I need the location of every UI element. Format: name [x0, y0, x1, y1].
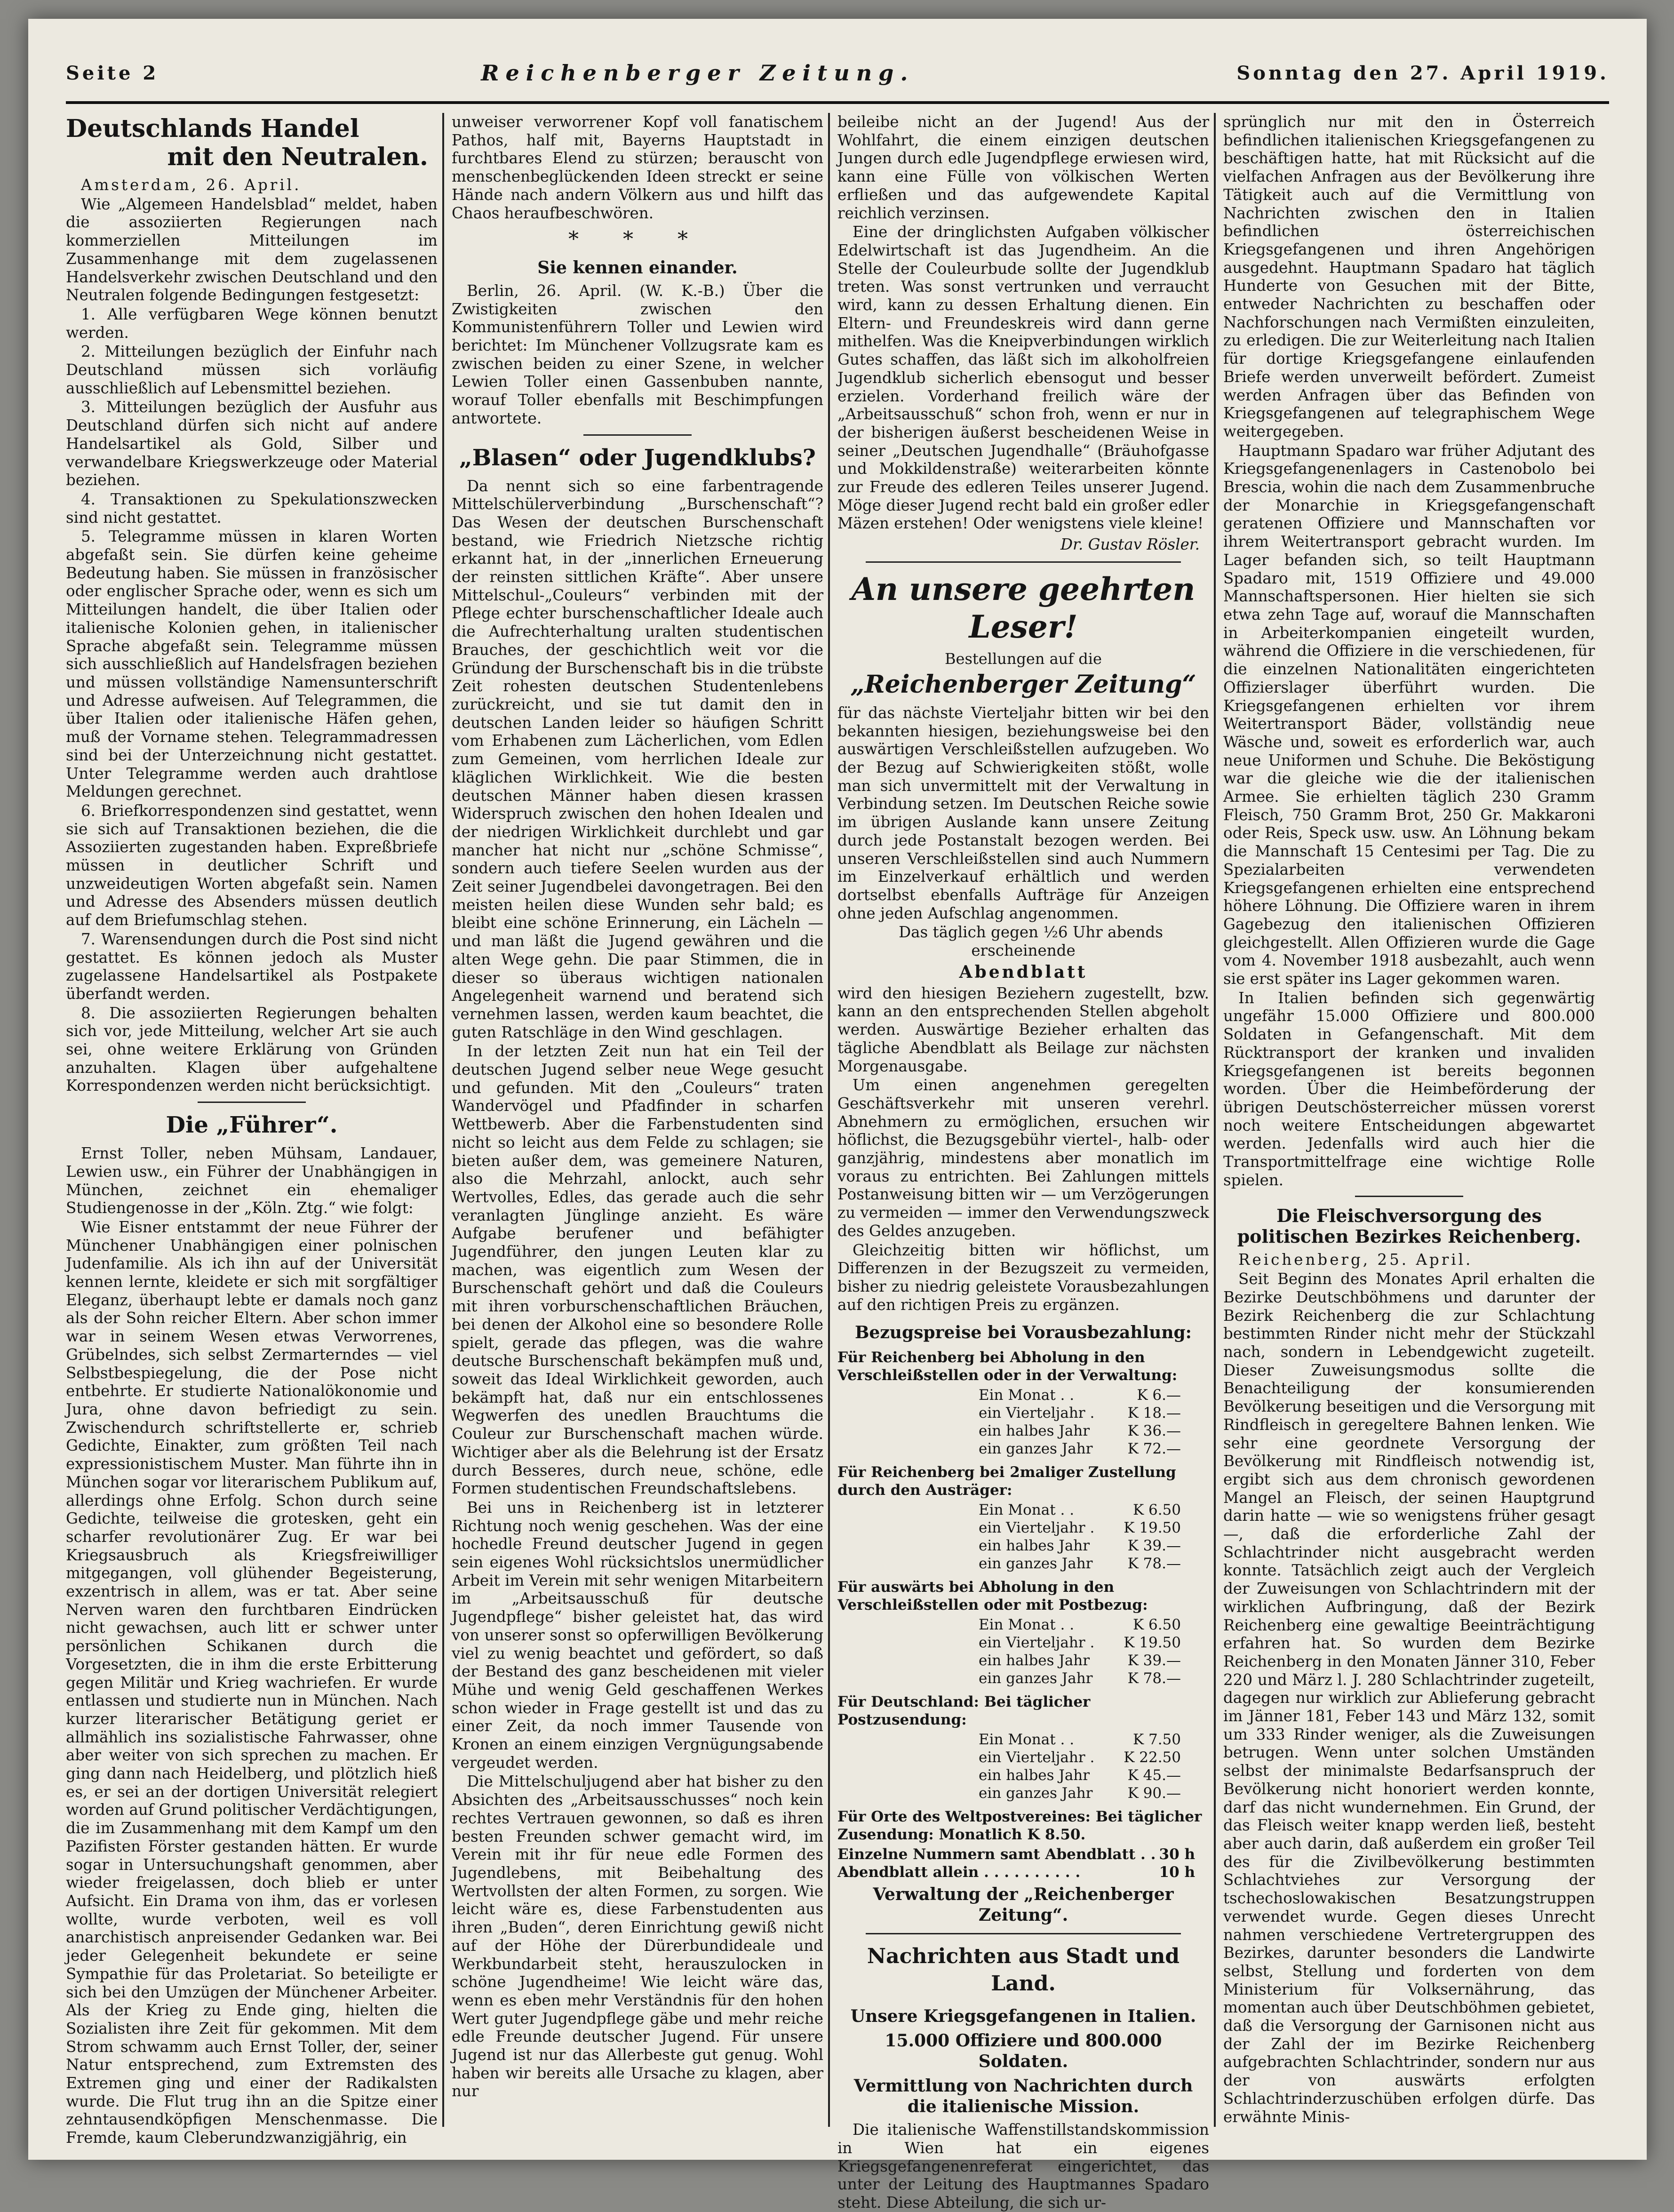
column-3 — [837, 113, 1209, 2212]
paragraph: In der letzten Zeit nun hat ein Teil der deutschen Jugend selber neue Wege gesucht und gefunden. Mit den „Couleurs“ traten Wandervögel und Pfadfinder in scharfen Wettbewerb. Aber die Farbenstudenten sind nicht so leicht aus dem Felde zu schlagen; sie bieten außer dem, was gemeinere Naturen, also die Mehrzahl, anlockt, auch sehr Wertvolles, Edles, das gerade auch die sehr veranlagten Jünglinge anzieht. Es wäre Aufgabe berufener und befähigter Jugendführer, den jungen Leuten klar zu machen, was eigentlich zum Wesen der Burschenschaft gehört und daß die Couleurs mit ihren vorburschenschaftlichen Bräuchen, bei denen der Alkohol eine so besondere Rolle spielt, gerade das pflegen, was die wahre deutsche Burschenschaft bekämpfen muß und, soweit das Ideal Wirklichkeit geworden, auch bekämpft hat, daß nur ein entschlossenes Wegwerfen des unedlen Brauchtums die Couleur zur Burschenschaft machen würde. Wichtiger aber als die Belehrung ist der Ersatz durch Besseres, durch neue, schöne, edle Formen studentischen Freundschaftslebens. — [452, 1042, 823, 1498]
header-rule — [66, 101, 1609, 104]
paragraph: Das täglich gegen ½6 Uhr abends erscheinende — [899, 923, 1163, 960]
dateline: Reichenberg, 25. April. — [1238, 1251, 1473, 1269]
divider — [583, 434, 692, 436]
price-value: K 78.— — [1127, 1670, 1181, 1687]
column-rule — [1214, 113, 1216, 2127]
masthead: Reichenberger Zeitung. — [481, 60, 915, 86]
section-subtitle: Sie kennen einander. — [537, 257, 738, 278]
paragraph: beileibe nicht an der Jugend! Aus der Wohlfahrt, die einem einzigen deutschen Jungen durch edle Jugendpflege erwiesen wird, kann eine Fülle von völkischen Werten erfließen und das aufgewendete Kapital reichlich verzinsen. — [837, 113, 1209, 222]
price-row — [837, 1440, 1209, 1458]
price-value: 10 h — [1159, 1864, 1195, 1881]
paragraph: 2. Mitteilungen bezüglich der Einfuhr nach Deutschland müssen sich vorläufig ausschließlich auf Lebensmittel beziehen. — [66, 343, 438, 397]
notice-title: An unsere geehrten Leser! — [851, 570, 1196, 645]
price-value: K 39.— — [1127, 1537, 1181, 1555]
issue-date: Sonntag den 27. April 1919. — [1236, 62, 1609, 84]
paragraph: Eine der dringlichsten Aufgaben völkischer Edelwirtschaft ist das Jugendheim. An die Stelle der Couleurbude sollte der Jugendklub treten. Was sonst vertrunken und verraucht wird, kann zu dessen Erhaltung dienen. Ein Eltern- und Freundeskreis wird dann gerne mithelfen. Was die Kneipverbindungen wirklich Gutes schaffen, das läßt sich im alkoholfreien Jugendklub sicherlich ebensogut und besser erzielen. Vorderhand freilich wäre der „Arbeitsausschuß“ schon froh, wenn er nur in der bisherigen äußerst bescheidenen Weise in seiner „Deutschen Jugendhalle“ (Bräuhofgasse und Mokkildenstraße) weiterarbeiten könnte zur Freude des edleren Teiles unserer Jugend. Möge dieser Jugend recht bald ein großer edler Mäzen erstehen! Oder wenigstens viele kleine! — [837, 223, 1209, 533]
separator-stars: * * * — [568, 227, 707, 252]
paragraph: 7. Warensendungen durch die Post sind nicht gestattet. Es können jedoch als Muster zugelassene Handelsartikel als Postpakete überfandt werden. — [66, 930, 438, 1003]
price-row — [837, 1616, 1209, 1634]
price-value: K 6.— — [1137, 1387, 1181, 1404]
column-rule — [828, 113, 830, 2127]
article-title: mit den Neutralen. — [167, 143, 428, 171]
paragraph: In Italien befinden sich gegenwärtig ungefähr 15.000 Offiziere und 800.000 Soldaten in Gefangenschaft. Mit dem Rücktransport der kranken und invaliden Kriegsgefangenen ist bereits begonnen worden. Über die Heimbeförderung der übrigen Deutschösterreicher müssen vorerst noch weitere Entscheidungen abgewartet werden. Jedenfalls wird auch hier die Transportmittelfrage eine wichtige Rolle spielen. — [1223, 989, 1595, 1189]
article-title: Die Fleischversorgung des politischen Bezirkes Reichenberg. — [1237, 1205, 1581, 1247]
price-row — [837, 1555, 1209, 1573]
price-value: K 6.50 — [1132, 1501, 1181, 1519]
divider — [1355, 1196, 1463, 1197]
paragraph: Die Mittelschuljugend aber hat bisher zu den Absichten des „Arbeitsausschusses“ noch kein rechtes Vertrauen gewonnen, so daß es ihren besten Freunden schwer gemacht wird, im Verein mit ihr für neue edle Formen des Jugendlebens, mit Beibehaltung des Wertvollsten der alten Formen, zu sorgen. Wie leicht wäre es, diese Farbenstudenten aus ihren „Buden“, deren Einrichtung gewiß nicht auf der Höhe der Dürerbundideale und Werkbundarbeit steht, herauszulocken in schöne Jugendheime! Wie leicht wäre das, wenn es eben mehr Verständnis für den hohen Wert guter Jugendpflege gäbe und mehr reiche edle Freunde deutscher Jugend. Für unsere Jugend ist nur das Allerbeste gut genug. Wohl haben wir bereits alle Ursache zu klagen, aber nur — [452, 1773, 823, 2100]
price-value: K 36.— — [1127, 1422, 1181, 1440]
price-row — [837, 1634, 1209, 1652]
price-value: K 90.— — [1127, 1785, 1181, 1802]
price-row — [837, 1784, 1209, 1802]
price-value: K 72.— — [1127, 1440, 1181, 1458]
price-group-head: Für Reichenberg bei 2maliger Zustellung durch den Austräger: — [837, 1464, 1176, 1499]
page-number: Seite 2 — [66, 62, 159, 84]
column-4 — [1223, 113, 1595, 2136]
price-value: K 78.— — [1127, 1555, 1181, 1573]
price-label: ein ganzes Jahr — [979, 1440, 1093, 1458]
prices-title: Bezugspreise bei Vorausbezahlung: — [855, 1323, 1192, 1343]
price-row — [837, 1766, 1209, 1784]
divider — [198, 1102, 306, 1103]
paragraph: Hauptmann Spadaro war früher Adjutant des Kriegsgefangenenlagers in Castenobolo bei Brescia, wohin die nach dem Zusammenbruche der Monarchie in Kriegsgefangenschaft geratenen Offiziere und Mannschaften vor ihrem Weitertransport gebracht wurden. Im Lager befanden sich, so teilt Hauptmann Spadaro mit, 1519 Offiziere und 49.000 Mannschaftspersonen. Hier hielten sie sich etwa zehn Tage auf, worauf die Mannschaften in Arbeiterkompanien eingeteilt wurden, während die Offiziere in die verschiedenen, für die einzelnen Nationalitäten eingerichteten Offizierslager überführt wurden. Die Kriegsgefangenen erhielten vor ihrem Weitertransport Bäder, vollständig neue Wäsche und, soweit es erforderlich war, auch neue Uniformen und Schuhe. Die Beköstigung war die gleiche wie die der italienischen Armee. Sie erhielten täglich 230 Gramm Fleisch, 750 Gramm Brot, 250 Gr. Makkaroni oder Reis, Speck usw. usw. An Löhnung bekam die Mannschaft 15 Centesimi per Tag. Die zu Spezialarbeiten verwendeten Kriegsgefangenen erhielten eine entsprechend höhere Löhnung. Die Offiziere waren in ihrem Gagebezug den italienischen Offizieren gleichgestellt. Allen Offizieren wurde die Gage vom 4. November 1918 ausbezahlt, auch wenn sie erst später ins Lager gekommen waren. — [1223, 441, 1595, 988]
paragraph: 6. Briefkorrespondenzen sind gestattet, wenn sie sich auf Transaktionen beziehen, die die Assoziierten zugestanden haben. Expreßbriefe müssen in deutlicher Schrift und unzweideutigen Worten abgefaßt sein. Namen und Adresse des Absenders müssen deutlich auf dem Briefumschlag stehen. — [66, 801, 438, 929]
section-title: Nachrichten aus Stadt und Land. — [867, 1944, 1180, 1996]
price-row — [837, 1863, 1209, 1881]
price-label: Einzelne Nummern samt Abendblatt . . — [837, 1846, 1156, 1863]
price-label: ein Vierteljahr . — [979, 1749, 1095, 1766]
price-table — [837, 1349, 1209, 1881]
page-header — [66, 47, 1609, 99]
price-label: ein halbes Jahr — [979, 1537, 1090, 1555]
price-label: ein Vierteljahr . — [979, 1405, 1095, 1422]
paragraph: wird den hiesigen Beziehern zugestellt, bzw. kann an den entsprechenden Stellen abgeholt werden. Auswärtige Bezieher erhalten das tägliche Abendblatt als Beilage zur nächsten Morgenausgabe. — [837, 984, 1209, 1075]
article-title: „Blasen“ oder Jugendklubs? — [459, 444, 816, 471]
notice-paper-name: „Reichenberger Zeitung“ — [850, 670, 1196, 699]
price-value: K 19.50 — [1124, 1519, 1181, 1537]
price-label: ein ganzes Jahr — [979, 1670, 1093, 1687]
paragraph: Ernst Toller, neben Mühsam, Landauer, Lewien usw., ein Führer der Unabhängigen in München, zeichnet ein ehemaliger Studiengenosse in der „Köln. Ztg.“ wie folgt: — [66, 1144, 438, 1217]
column-2 — [452, 113, 823, 2136]
price-label: ein halbes Jahr — [979, 1767, 1090, 1784]
notice-signature: Verwaltung der „Reichenberger Zeitung“. — [873, 1885, 1174, 1925]
price-row — [837, 1749, 1209, 1766]
price-group-head: Für Deutschland: Bei täglicher Postzusendung: — [837, 1693, 1091, 1729]
paragraph: Seit Beginn des Monates April erhalten die Bezirke Deutschböhmens und darunter der Bezirk Reichenberg die zur Schlachtung bestimmten Rinder nicht mehr der Stückzahl nach, sondern in Lebendgewicht zugeteilt. Dieser Zuweisungsmodus sollte die Benachteiligung der konsumierenden Bevölkerung beseitigen und die Versorgung mit Rindfleisch in geregeltere Bahnen lenken. Wie sehr eine geordnete Versorgung der Bevölkerung mit Rindfleisch notwendig ist, ergibt sich aus dem chronisch gewordenen Mangel an Fleisch, der seinen Hauptgrund darin hatte — wie so wenigstens früher gesagt —, daß die erforderliche Zahl der Schlachtrinder nicht ausgebracht werden konnte. Tatsächlich zeigt auch der Vergleich der Zuweisungen von Schlachtrindern mit der wirklichen Aufbringung, daß der Bezirk Reichenberg eine gewaltige Beeinträchtigung erfahren hat. So wurden dem Bezirke Reichenberg in den Monaten Jänner 310, Feber 220 und März l. J. 280 Schlachtrinder zugeteilt, dagegen nur wirklich zur Ablieferung gebracht im Jänner 181, Feber 143 und März 132, somit um 333 Rinder weniger, als die Zuweisungen betrugen. Wenn unter solchen Umständen selbst der minimalste Bedarfsanspruch der Bevölkerung nicht honoriert werden konnte, darf das nicht wundernehmen. Ein Grund, der das Fleisch weiter knapp werden ließ, besteht aber auch darin, daß außerdem ein großer Teil des für die Zivilbevölkerung bestimmten Schlachtviehes zur Versorgung der tschechoslowakischen Besatzungstruppen verwendet wurde. Gegen dieses Unrecht nahmen verschiedene Vertretergruppen des Bezirkes, darunter besonders die Landwirte selbst, Stellung und forderten von dem Ministerium für Volksernährung, das momentan auch über Deutschböhmen gebietet, daß die Versorgung der Garnisonen nicht aus der Zahl der im Bezirke Reichenberg aufgebrachten Schlachtrinder, sondern nur aus der von auswärts erfolgten Schlachtrinderzuschüben erfolgen dürfe. Das erwähnte Minis- — [1223, 1270, 1595, 2126]
divider — [866, 1933, 1181, 1934]
price-value: K 19.50 — [1124, 1634, 1181, 1652]
price-value: K 7.50 — [1132, 1731, 1181, 1749]
price-row — [837, 1519, 1209, 1537]
paragraph: Die italienische Waffenstillstandskommission in Wien hat ein eigenes Kriegsgefangenenreferat eingerichtet, das unter der Leitung des Hauptmannes Spadaro steht. Diese Abteilung, die sich ur- — [837, 2121, 1209, 2212]
price-group-head: Für Reichenberg bei Abholung in den Verschleißstellen oder in der Verwaltung: — [837, 1349, 1178, 1384]
weltpost-price: Für Orte des Weltpostvereines: Bei täglicher Zusendung: Monatlich K 8.50. — [837, 1808, 1202, 1844]
price-value: K 6.50 — [1132, 1616, 1181, 1634]
price-row — [837, 1845, 1209, 1863]
price-row — [837, 1669, 1209, 1687]
paragraph: 3. Mitteilungen bezüglich der Ausfuhr aus Deutschland dürfen sich nicht auf andere Handelsartikel als Gold, Silber und verwandelbare Kriegswerkzeuge oder Material beziehen. — [66, 398, 438, 489]
abendblatt-heading: Abendblatt — [959, 962, 1088, 982]
divider — [866, 561, 1181, 563]
price-label: ein halbes Jahr — [979, 1652, 1090, 1669]
price-label: Abendblatt allein . . . . . . . . . . — [837, 1864, 1081, 1881]
article-subtitle: 15.000 Offiziere und 800.000 Soldaten. — [885, 2031, 1162, 2072]
price-value: 30 h — [1159, 1846, 1195, 1863]
price-label: ein Vierteljahr . — [979, 1634, 1095, 1652]
column-rule — [442, 113, 444, 2127]
price-row — [837, 1404, 1209, 1422]
price-row — [837, 1422, 1209, 1440]
paragraph: Bei uns in Reichenberg ist in letzterer Richtung noch wenig geschehen. Was der eine hochedle Freund deutscher Jugend in gegen sein eigenes Wohl rücksichtslos unermüdlicher Arbeit im Verein mit sehr wenigen Mitarbeitern im „Arbeitsausschuß für deutsche Jugendpflege“ bisher geleistet hat, das wird von unserer sonst so opferwilligen Bevölkerung viel zu wenig beachtet und gefördert, so daß der Bestand des ganz bescheidenen mit vieler Mühe und wenig Geld geschaffenen Werkes schon wieder in Frage gestellt ist und das zu einer Zeit, da noch immer Tausende von Kronen an einem einzigen Vergnügungsabende vergeudet werden. — [452, 1498, 823, 1772]
price-value: K 18.— — [1127, 1405, 1181, 1422]
newspaper-page — [28, 19, 1647, 2212]
price-row — [837, 1537, 1209, 1555]
price-label: Ein Monat . . — [979, 1387, 1075, 1404]
price-label: Ein Monat . . — [979, 1501, 1075, 1519]
article-title: Unsere Kriegsgefangenen in Italien. — [850, 2006, 1196, 2027]
paragraph: Berlin, 26. April. (W. K.-B.) Über die Zwistigkeiten zwischen den Kommunistenführern Toller und Lewien wird berichtet: Im Münchener Vollzugsrate kam es zwischen beiden zu einer Szene, in welcher Lewien Toller einen Gassenbuben nannte, worauf Toller ebenfalls mit Beschimpfungen antwortete. — [452, 281, 823, 427]
price-row — [837, 1501, 1209, 1519]
article-title: Die „Führer“. — [166, 1112, 338, 1139]
paragraph: sprünglich nur mit den in Österreich befindlichen italienischen Kriegsgefangenen zu beschäftigen hatte, hat mit Rücksicht auf die vielfachen Anfragen aus der Bevölkerung ihre Tätigkeit auch auf die Vermittlung von Nachrichten zwischen den in Italien befindlichen österreichischen Kriegsgefangenen und ihren Angehörigen ausgedehnt. Hauptmann Spadaro hat täglich Hunderte von Gesuchen mit der Bitte, entweder Nachrichten zu beschaffen oder Nachforschungen nach Vermißten einzuleiten, zu erledigen. Die zur Weiterleitung nach Italien für dortige Kriegsgefangene einlaufenden Briefe werden unverweilt befördert. Zumeist werden Anfragen über das Befinden von Kriegsgefangenen auf telegraphischem Wege weitergegeben. — [1223, 113, 1595, 440]
price-label: ein Vierteljahr . — [979, 1519, 1095, 1537]
dateline: Amsterdam, 26. April. — [81, 176, 302, 194]
article-subtitle: Vermittlung von Nachrichten durch die italienische Mission. — [853, 2076, 1193, 2117]
price-value: K 45.— — [1127, 1767, 1181, 1784]
paragraph: Wie „Algemeen Handelsblad“ meldet, haben die assoziierten Regierungen nach kommerziellen Mitteilungen im Zusammenhange mit dem zugelassenen Handelsverkehr zwischen Deutschland und den Neutralen folgende Bedingungen festgesetzt: — [66, 195, 438, 304]
paragraph: 8. Die assoziierten Regierungen behalten sich vor, jede Mitteilung, welcher Art sie auch sei, ohne weitere Erklärung von Gründen anzuhalten. Klagen über aufgehaltene Korrespondenzen werden nicht berücksichtigt. — [66, 1004, 438, 1095]
column-1 — [66, 113, 438, 2147]
price-row — [837, 1731, 1209, 1749]
price-label: Ein Monat . . — [979, 1616, 1075, 1634]
paragraph: Gleichzeitig bitten wir höflichst, um Differenzen in der Bezugszeit zu vermeiden, bisher zu niedrig geleistete Vorausbezahlungen auf den richtigen Preis zu ergänzen. — [837, 1241, 1209, 1314]
price-row — [837, 1652, 1209, 1669]
notice-subtitle: Bestellungen auf die — [945, 649, 1102, 668]
price-group-head: Für auswärts bei Abholung in den Verschleißstellen oder mit Postbezug: — [837, 1579, 1148, 1614]
single-prices — [837, 1845, 1209, 1881]
paragraph: unweiser verworrener Kopf voll fanatischem Pathos, half mit, Bayerns Hauptstadt in furchtbares Elend zu stürzen; berauscht von menschenbeglückenden Ideen streckt er seine Hände nach andern Völkern aus und hilft das Chaos heraufbeschwören. — [452, 113, 823, 222]
price-label: ein ganzes Jahr — [979, 1785, 1093, 1802]
price-label: ein halbes Jahr — [979, 1422, 1090, 1440]
article-title: Deutschlands Handel — [66, 114, 359, 143]
paragraph: 5. Telegramme müssen in klaren Worten abgefaßt sein. Sie dürfen keine geheime Bedeutung haben. Sie müssen in französischer oder englischer Sprache oder, wenn es sich um Mitteilungen handelt, die über Italien oder italienische Kolonien gehen, in italienischer Sprache abgefaßt sein. Telegramme müssen sich ausschließlich auf Handelsfragen beziehen und müssen vollständige Namensunterschrift und Adresse aufweisen. Auf Telegrammen, die über Italien oder italienische Häfen gehen, muß der Vorname stehen. Telegrammadressen sind bei der Unterzeichnung nicht gestattet. Unter Telegramme werden auch drahtlose Meldungen gerechnet. — [66, 527, 438, 801]
price-row — [837, 1386, 1209, 1404]
paragraph: 4. Transaktionen zu Spekulationszwecken sind nicht gestattet. — [66, 490, 438, 527]
price-label: Ein Monat . . — [979, 1731, 1075, 1749]
paragraph: Wie Eisner entstammt der neue Führer der Münchener Unabhängigen einer polnischen Judenfamilie. Als ich ihn auf der Universität kennen lernte, kleidete er sich mit sorgfältiger Eleganz, überhaupt lebte er damals noch ganz als der Sohn reicher Eltern. Aber schon immer war in seinem Wesen etwas Verworrenes, Grübelndes, sich selbst Zermarterndes — viel Selbstbespiegelung, die der Pose nicht entbehrte. Er studierte Nationalökonomie und Jura, ohne davon befriedigt zu sein. Zwischendurch schriftstellerte er, schrieb Gedichte, Einakter, zum größten Teil nach expressionistischem Muster. Man führte ihn in München sogar vor literarischem Publikum auf, allerdings ohne Erfolg. Schon durch seine Gedichte, teilweise die grotesken, geht ein scharfer revolutionärer Zug. Er war bei Kriegsausbruch als Kriegsfreiwilliger mitgegangen, voll glühender Begeisterung, exzentrisch in allem, was er tat. Aber seine Nerven waren den furchtbaren Eindrücken nicht gewachsen, auch litt er schwer unter persönlichen Schikanen durch die Vorgesetzten, die in ihm die erste Erbitterung gegen Militär und Krieg wachriefen. Er wurde entlassen und studierte nun in München. Nach kurzer literarischer Betätigung geriet er allmählich ins sozialistische Fahrwasser, ohne aber weiter von sich sprechen zu machen. Er ging dann nach Heidelberg, und plötzlich hieß es, er sei an der dortigen Universität relegiert worden auf Grund politischer Verdächtigungen, die im Zusammenhang mit dem Kampf um den Pazifisten Förster gestanden hätten. Er wurde sogar in Untersuchungshaft genommen, aber wieder freigelassen, doch blieb er unter Aufsicht. Ein Drama von ihm, das er vorlesen wollte, wurde verboten, weil es voll anarchistisch anpreisender Gedanken war. Bei jeder Gelegenheit bekundete er seine Sympathie für das Proletariat. So beteiligte er sich bei den Umzügen der Münchener Arbeiter. Als der Krieg zu Ende ging, hielten die Sozialisten ihre Zeit für gekommen. Mit dem Strom schwamm auch Ernst Toller, der, seiner Natur entsprechend, zum Extremsten des Extremen ging und einer der Radikalsten wurde. Die Flut trug ihn an die Spitze einer zehntausendköpfigen Menschenmasse. Die Fremde, kaum Cleberundzwanzigjährig, ein — [66, 1218, 438, 2147]
price-value: K 39.— — [1127, 1652, 1181, 1669]
paragraph: Da nennt sich so eine farbentragende Mittelschülerverbindung „Burschenschaft“? Das Wesen der deutschen Burschenschaft bestand, wie Friedrich Nietzsche richtig erkannt hat, in der „innerlichen Erneuerung der reinsten sittlichen Kräfte“. Aber unsere Mittelschul-„Couleurs“ verbinden mit der Pflege echter burschenschaftlicher Ideale auch die Aufrechterhaltung uralten studentischen Brauches, der geschichtlich weit vor die Gründung der Burschenschaft bis in die trübste Zeit rohesten deutschen Studentenlebens zurückreicht, und sie tut damit den in deutschen Landen leider so häufigen Schritt vom Erhabenen zum Lächerlichen, vom Edlen zum Gemeinen, vom herrlichen Ideale zur kläglichen Wirklichkeit. Wie die besten deutschen Männer haben diesen krassen Widerspruch zwischen den hohen Idealen und der niedrigen Wirklichkeit durchlebt und gar mancher hat nicht nur „schöne Schmisse“, sondern auch tiefere Seelen wurden aus der Zeit seiner Jugendbelei davongetragen. Bei den meisten heilen diese Wunden sehr bald; es bleibt eine schöne Erinnerung, ein Lächeln — und man läßt die Jugend gewähren und die alten Wege gehn. Die paar Stimmen, die in dieser so überaus wichtigen nationalen Angelegenheit warnend und beratend sich vernehmen lassen, werden kaum beachtet, die guten Ratschläge in den Wind geschlagen. — [452, 477, 823, 1041]
author-signature: Dr. Gustav Rösler. — [1060, 535, 1200, 554]
paragraph: 1. Alle verfügbaren Wege können benutzt werden. — [66, 305, 438, 342]
price-value: K 22.50 — [1124, 1749, 1181, 1766]
price-label: ein ganzes Jahr — [979, 1555, 1093, 1573]
paragraph: Um einen angenehmen geregelten Geschäftsverkehr mit unseren verehrl. Abnehmern zu ermöglichen, ersuchen wir höflichst, die Bezugsgebühr viertel-, halb- oder ganzjährig, mindestens aber monatlich im voraus zu entrichten. Bei Zahlungen mittels Postanweisung bitten wir — um Verzögerungen zu vermeiden — immer den Verwendungszweck des Geldes anzugeben. — [837, 1076, 1209, 1240]
paragraph: für das nächste Vierteljahr bitten wir bei den bekannten hiesigen, beziehungsweise bei den auswärtigen Verschleißstellen aufzugeben. Wo der Bezug auf Schwierigkeiten stößt, wolle man sich unvermittelt mit der Verwaltung in Verbindung setzen. Im Deutschen Reiche sowie im übrigen Auslande kann unsere Zeitung durch jede Postanstalt bezogen werden. Bei unseren Verschleißstellen sind auch Nummern im Einzelverkauf erhältlich und werden dortselbst ebenfalls Aufträge für Anzeigen ohne jeden Aufschlag angenommen. — [837, 703, 1209, 922]
